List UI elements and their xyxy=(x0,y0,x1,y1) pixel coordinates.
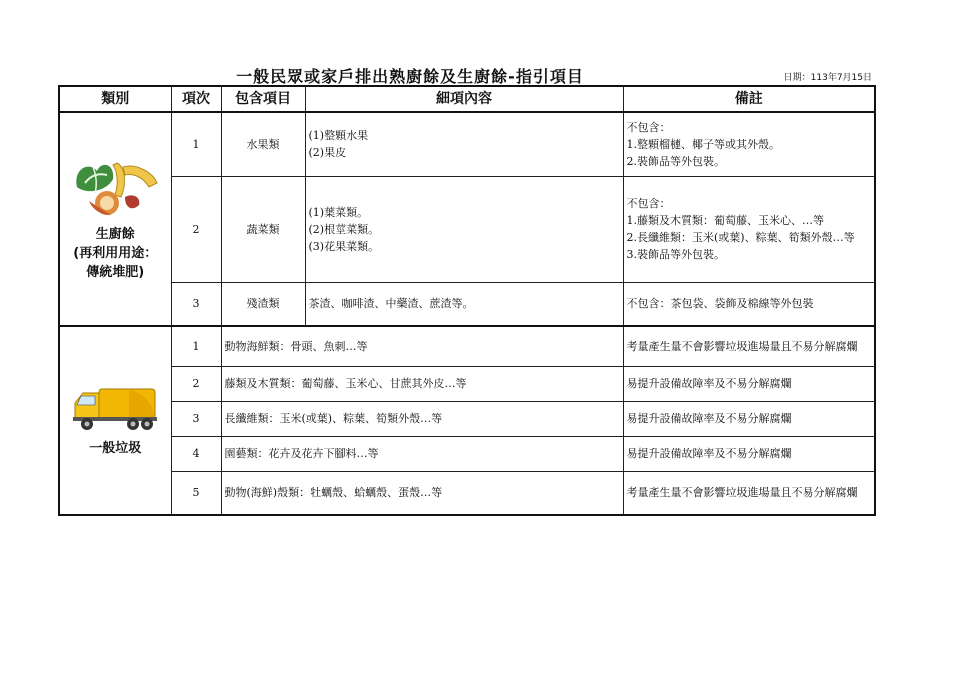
document-date: 日期：113年7月15日 xyxy=(783,73,872,83)
row-item: 藤類及木質類：葡萄藤、玉米心、甘蔗其外皮…等 xyxy=(221,366,623,401)
table-row xyxy=(59,401,875,436)
table-row xyxy=(59,436,875,471)
row-number: 1 xyxy=(171,112,221,176)
header-number: 項次 xyxy=(171,86,221,112)
row-note: 易提升設備故障率及不易分解腐爛 xyxy=(623,366,875,401)
table-row xyxy=(59,471,875,515)
row-number: 1 xyxy=(171,326,221,366)
table-row xyxy=(59,112,875,176)
row-number: 3 xyxy=(171,282,221,326)
row-number: 3 xyxy=(171,401,221,436)
row-item: 蔬菜類 xyxy=(221,176,305,282)
row-item: 殘渣類 xyxy=(221,282,305,326)
row-note: 考量產生量不會影響垃圾進場量且不易分解腐爛 xyxy=(623,326,875,366)
category-food-waste xyxy=(59,112,171,326)
table-row xyxy=(59,366,875,401)
guideline-table xyxy=(58,85,876,516)
category-label-general-garbage: 一般垃圾 xyxy=(89,441,142,456)
row-note: 不包含： 1.藤類及木質類：葡萄藤、玉米心、…等 2.長纖維類：玉米(或葉)、粽葉、筍類外殼…等 3.裝飾品等外包裝。 xyxy=(623,176,875,282)
row-note: 考量產生量不會影響垃圾進場量且不易分解腐爛 xyxy=(623,471,875,515)
row-number: 2 xyxy=(171,366,221,401)
category-label-food-waste: 生廚餘 (再利用用途： 傳統堆肥) xyxy=(73,226,158,280)
row-detail: (1)整顆水果 (2)果皮 xyxy=(305,112,623,176)
row-item: 動物海鮮類：骨頭、魚刺…等 xyxy=(221,326,623,366)
row-number: 5 xyxy=(171,471,221,515)
row-number: 2 xyxy=(171,176,221,282)
row-detail: 茶渣、咖啡渣、中藥渣、蔗渣等。 xyxy=(305,282,623,326)
document-title: 一般民眾或家戶排出熟廚餘及生廚餘-指引項目 xyxy=(236,67,584,86)
row-number: 4 xyxy=(171,436,221,471)
table-header-row xyxy=(59,86,875,112)
row-note: 易提升設備故障率及不易分解腐爛 xyxy=(623,401,875,436)
header-category: 類別 xyxy=(59,86,171,112)
row-detail: (1)葉菜類。 (2)根莖菜類。 (3)花果菜類。 xyxy=(305,176,623,282)
row-note: 不包含： 1.整顆榴槤、椰子等或其外殼。 2.裝飾品等外包裝。 xyxy=(623,112,875,176)
category-general-garbage xyxy=(59,326,171,515)
row-item: 園藝類：花卉及花卉下腳料…等 xyxy=(221,436,623,471)
table-row xyxy=(59,326,875,366)
header-item: 包含項目 xyxy=(221,86,305,112)
header-note: 備註 xyxy=(623,86,875,112)
garbage-truck-icon xyxy=(69,383,161,433)
row-item: 動物(海鮮)殼類：牡蠣殼、蛤蠣殼、蛋殼…等 xyxy=(221,471,623,515)
table-row xyxy=(59,176,875,282)
row-item: 長纖維類：玉米(或葉)、粽葉、筍類外殼…等 xyxy=(221,401,623,436)
row-note: 不包含：茶包袋、袋飾及棉線等外包裝 xyxy=(623,282,875,326)
table-row xyxy=(59,282,875,326)
row-note: 易提升設備故障率及不易分解腐爛 xyxy=(623,436,875,471)
fruit-vegetable-scraps-icon xyxy=(67,157,163,219)
row-item: 水果類 xyxy=(221,112,305,176)
header-detail: 細項內容 xyxy=(305,86,623,112)
